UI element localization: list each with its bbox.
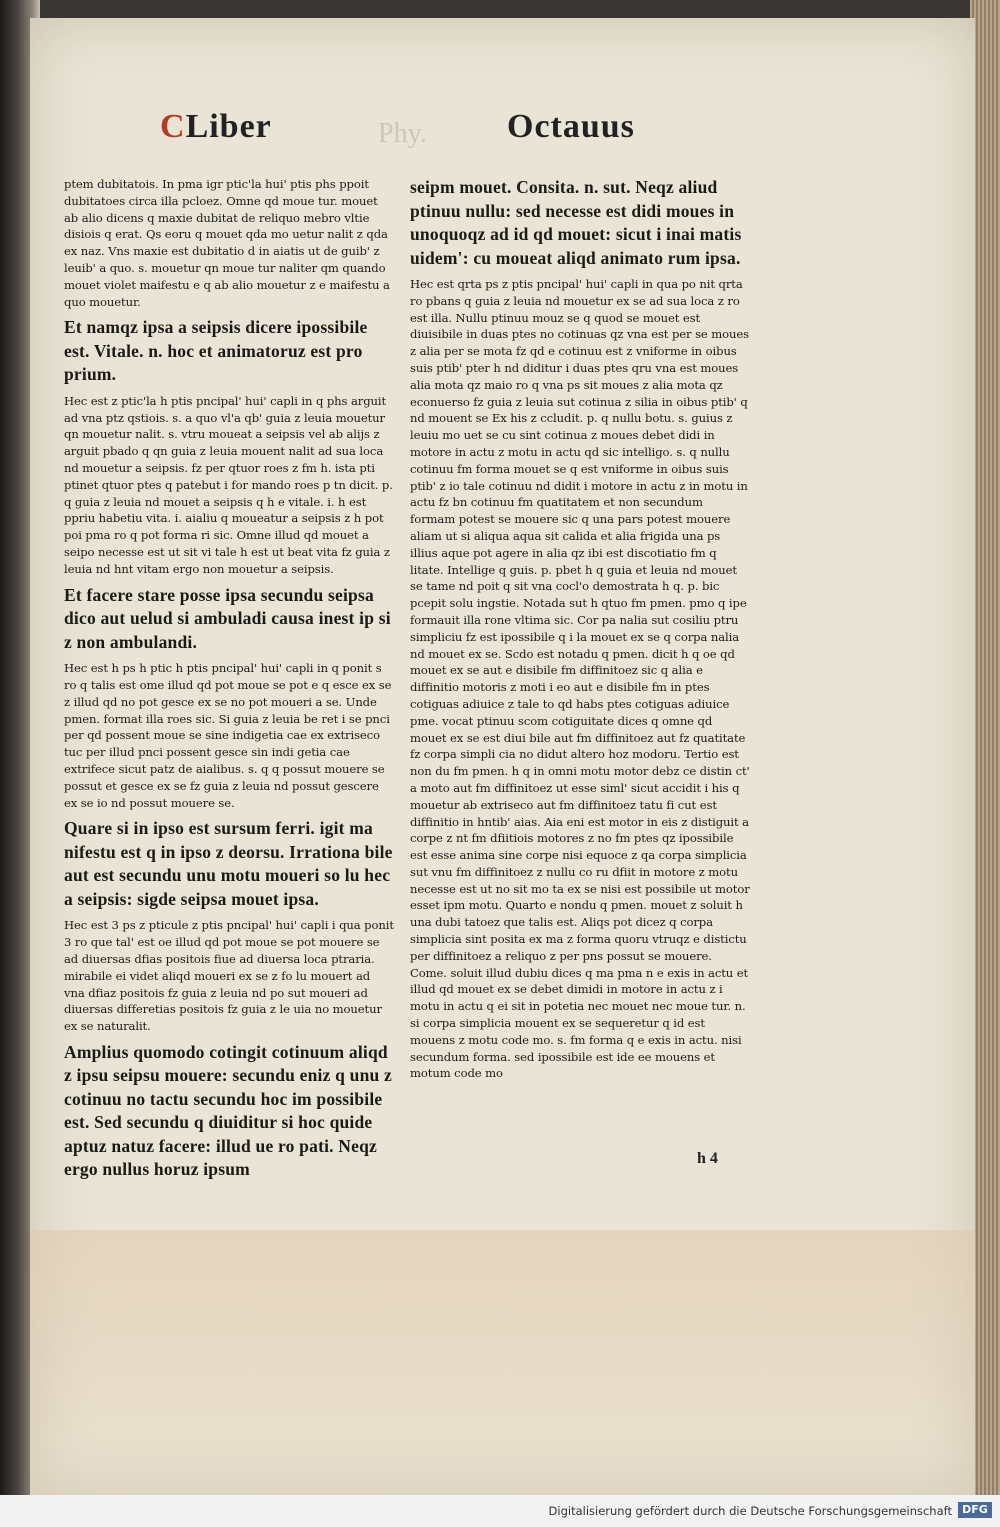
commentary-block: Hec est qrta ps z ptis pncipal' hui' capli in qua po nit qrta ro pbans q guia z leuia nd mouetur ex se ad sua loca z ro est illa. Nullu ptinuu mouz se q quod se mouet est diuisibile in duas ptes no cotinuas qz vna est per se moues z alia per se mota fz qd e cotinuu est z vniforme in oibus suis ptib' pter h nd diditur i duas ptes qru vna est moues alia mota qz maio ro q vna ps sit moues z alia mota qz econuerso fz guia z leuia sut cotinua z silia in oibus ptib' q nd mouent se Ex his z ccludit. p. q nullu botu. s. guius z leuiu mo uet se cu sint cotinua z moues debet didi in motore in actu z motu in actu qd sic intelligo. s. q nullu cotinuu fm forma mouet se q est vniforme in oibus suis ptib' z io tale cotinuu nd didit i motore in actu z in motu in actu fz bn cotinuu fm quatitatem et non secundum formam potest se mouere sic q una pars potest mouere aliam ut si aliqua aqua sit calida et alia frigida una ps illius aque pot agere in alia qz ibi est discotiatio fm q litate. Intellige q guis. p. pbet h q guia et leuia nd mouet se tame nd poit q sit vna cocl'o demostrata h q. p. bic pcepit solu ingstie. Notada sut h qtuo fm pmen. pmo q ipe formauit illa rone vltima sic. Cor pa nalia sut cosiliu ptru simpliciu fz est ipossibile q i la mouet ex se q corpa nalia nd mouet ex se. Scdo est notadu q pmen. dicit h q oe qd mouet ex se aut e disibile fm diffinitoez sic q alia e diffinitio motoris z moti i eo aut e disibile fm in ptes cotiguas adiuice z tale to qd habs ptes cotiguas adiuice pme. vocat ptinuu scom cotiguitate dices q omne qd mouet ex se est diui bile aut fm diffinitoez aut fz quatitate fz corpa simpli cia no didut altero hoz modoru. Tertio est non du fm pmen. h q in omni motu motor debz ce distin ct' a moto aut fm diffinitoez ut esse siml' sicut accidit i his q mouetur ab extriseco aut fm diffinitoez tatu fi cut est diffinitio in hntib' aias. Aia eni est motor in eis z distiguit a corpe z nt fm dfiitiois motores z no fm ptes qz ipossibile est esse anima sine corpe nisi equoce z qa corpa simplicia sut vnu fm diffinitoez z nullu co ru dfiit in motore z motu necesse est ut no sit mo ta ex se nisi est possibile ut motor esset ipm motu. Quarto e nondu q pmen. mouet z soluit h una dubi tatoez que talis est. Aliqs pot dicez q corpa simplicia sint posita ex ma z forma quoru vtruqz e distictu per diffinitoez a reliquo z per pns possut se mouere. Come. soluit illud dubiu dices q ma pma n e exis in actu et illud qd mouet ex se debet dimidi in motore in actu z i motu in actu q ei sit in potetia nec mouet nec moue tur. n. si corpa simplicia mouent ex se sequeretur q id est mouens z motu code mo. s. fm forma q e exis in actu. nisi secundum forma. sed ipossibile est ide ee mouens et motum code mo — [410, 277, 750, 1081]
aristotle-text-block: Et facere stare posse ipsa secundu seipsa dico aut uelud si ambuladi causa inest ip si z non ambulandi. — [64, 584, 391, 652]
aristotle-text-block: seipm mouet. Consita. n. sut. Neqz aliud ptinuu nullu: sed necesse est didi moues in unoquoqz ad id qd mouet: sicut i inai matis uidem': cu moueat aliqd animato rum ipsa. — [410, 177, 742, 268]
commentary-block: Hec est z ptic'la h ptis pncipal' hui' capli in q phs arguit ad vna ptz qstiois. s. a quo vl'a qb' guia z leuia mouetur qn mouetur nalit. s. vtru moueat a seipsis vel ab alijs z arguit pbado q qn guia z leuia mouent nalit ad sua loca nd mouetur a seipsis. fz per qtuor roes z fm h. ista pti ptinet qtuor ptes q patebut i for mando roes p tn dicit. p. q guia z leuia nd mouet a seipsis q h e vitale. i. h est ppriu habetiu vita. i. aialiu q moueatur a seipsis z h pot poi pma ro q pot forma ri sic. Omne illud qd mouet a seipo necesse est ut sit vi tale h est ut beat vita fz guia z leuia nd hnt vitam ergo non mouetur a seipsis. — [64, 393, 393, 576]
footer-bar — [0, 1495, 1000, 1527]
running-title-right: Octauus — [507, 108, 635, 145]
commentary-block: Hec est 3 ps z pticule z ptis pncipal' hui' capli i qua ponit 3 ro que tal' est oe illud qd pot moue se pot mouere se ad diuersas dfias positois fiue ad diuersa loca ptraria. mirabile ei videt aliqd moueri ex se z fo lu mouert ad vna dfiaz positois fz guia z leuia nd po sut moueri ad diuersas differetias positois fz guia z le uia no mouetur ex se naturalit. — [64, 918, 394, 1034]
right-text-column — [410, 176, 750, 1088]
water-stain — [30, 1230, 975, 1495]
signature-mark: h 4 — [697, 1150, 718, 1167]
commentary-block: Hec est h ps h ptic h ptis pncipal' hui' capli in q ponit s ro q talis est ome illud qd pot moue se pot e q esce ex se z illud qd no pot gesce ex se no pot moueri a se. Unde pmen. format illa roes sic. Si guia z leuia be ret i se pnci per qd possent moue se sine indigetia cae ex extriseco tuc per illud pnci possent gesce sin indi getia cae extrifece sicut patz de aialibus. s. q q possut mouere se possut et gesce ex se fz guia z leuia nd possut gescere ex se io nd possut mouere se. — [64, 661, 392, 810]
aristotle-text-block: Et namqz ipsa a seipsis dicere ipossibile est. Vitale. n. hoc et animatoruz est pro prium. — [64, 317, 368, 385]
commentary-block: ptem dubitatois. In pma igr ptic'la hui' ptis phs ppoit dubitatoes circa illa pcloez. Omne qd moue tur. mouet ab alio dicens q maxie dubitat de reliquo mebro vltie disiois q erat. Qs eoru q mouet qda mo uetur nalit z qda ex naz. Vns maxie est dubitatio d in aiatis ut de guib' z leuib' a quo. s. mouetur qn moue tur naliter qm quando mouet violet maifestu e q ab alio mouetur z e maifestu a quo mouetur. — [64, 177, 390, 309]
funding-notice: Digitalisierung gefördert durch die Deutsche Forschungsgemeinschaft — [548, 1504, 952, 1518]
left-text-column — [64, 176, 394, 1188]
show-through-title: Phy. — [378, 118, 427, 149]
aristotle-text-block: Quare si in ipso est sursum ferri. igit ma nifestu est q in ipso z deorsu. Irrationa bile aut est secundu unu motu moueri so lu hec a seipsis: sigde seipsa mouet ipsa. — [64, 818, 393, 909]
dfg-logo-icon: DFG — [958, 1502, 992, 1518]
running-title-left: CLiber — [160, 108, 272, 145]
aristotle-text-block: Amplius quomodo cotingit cotinuum aliqd z ipsu seipsu mouere: secundu eniz q unu z cotinuu no tactu secundu hoc im possibile est. Sed secundu q diuiditur si hoc quide aptuz natuz facere: illud ue ro pati. Neqz ergo nullus horuz ipsum — [64, 1041, 392, 1180]
